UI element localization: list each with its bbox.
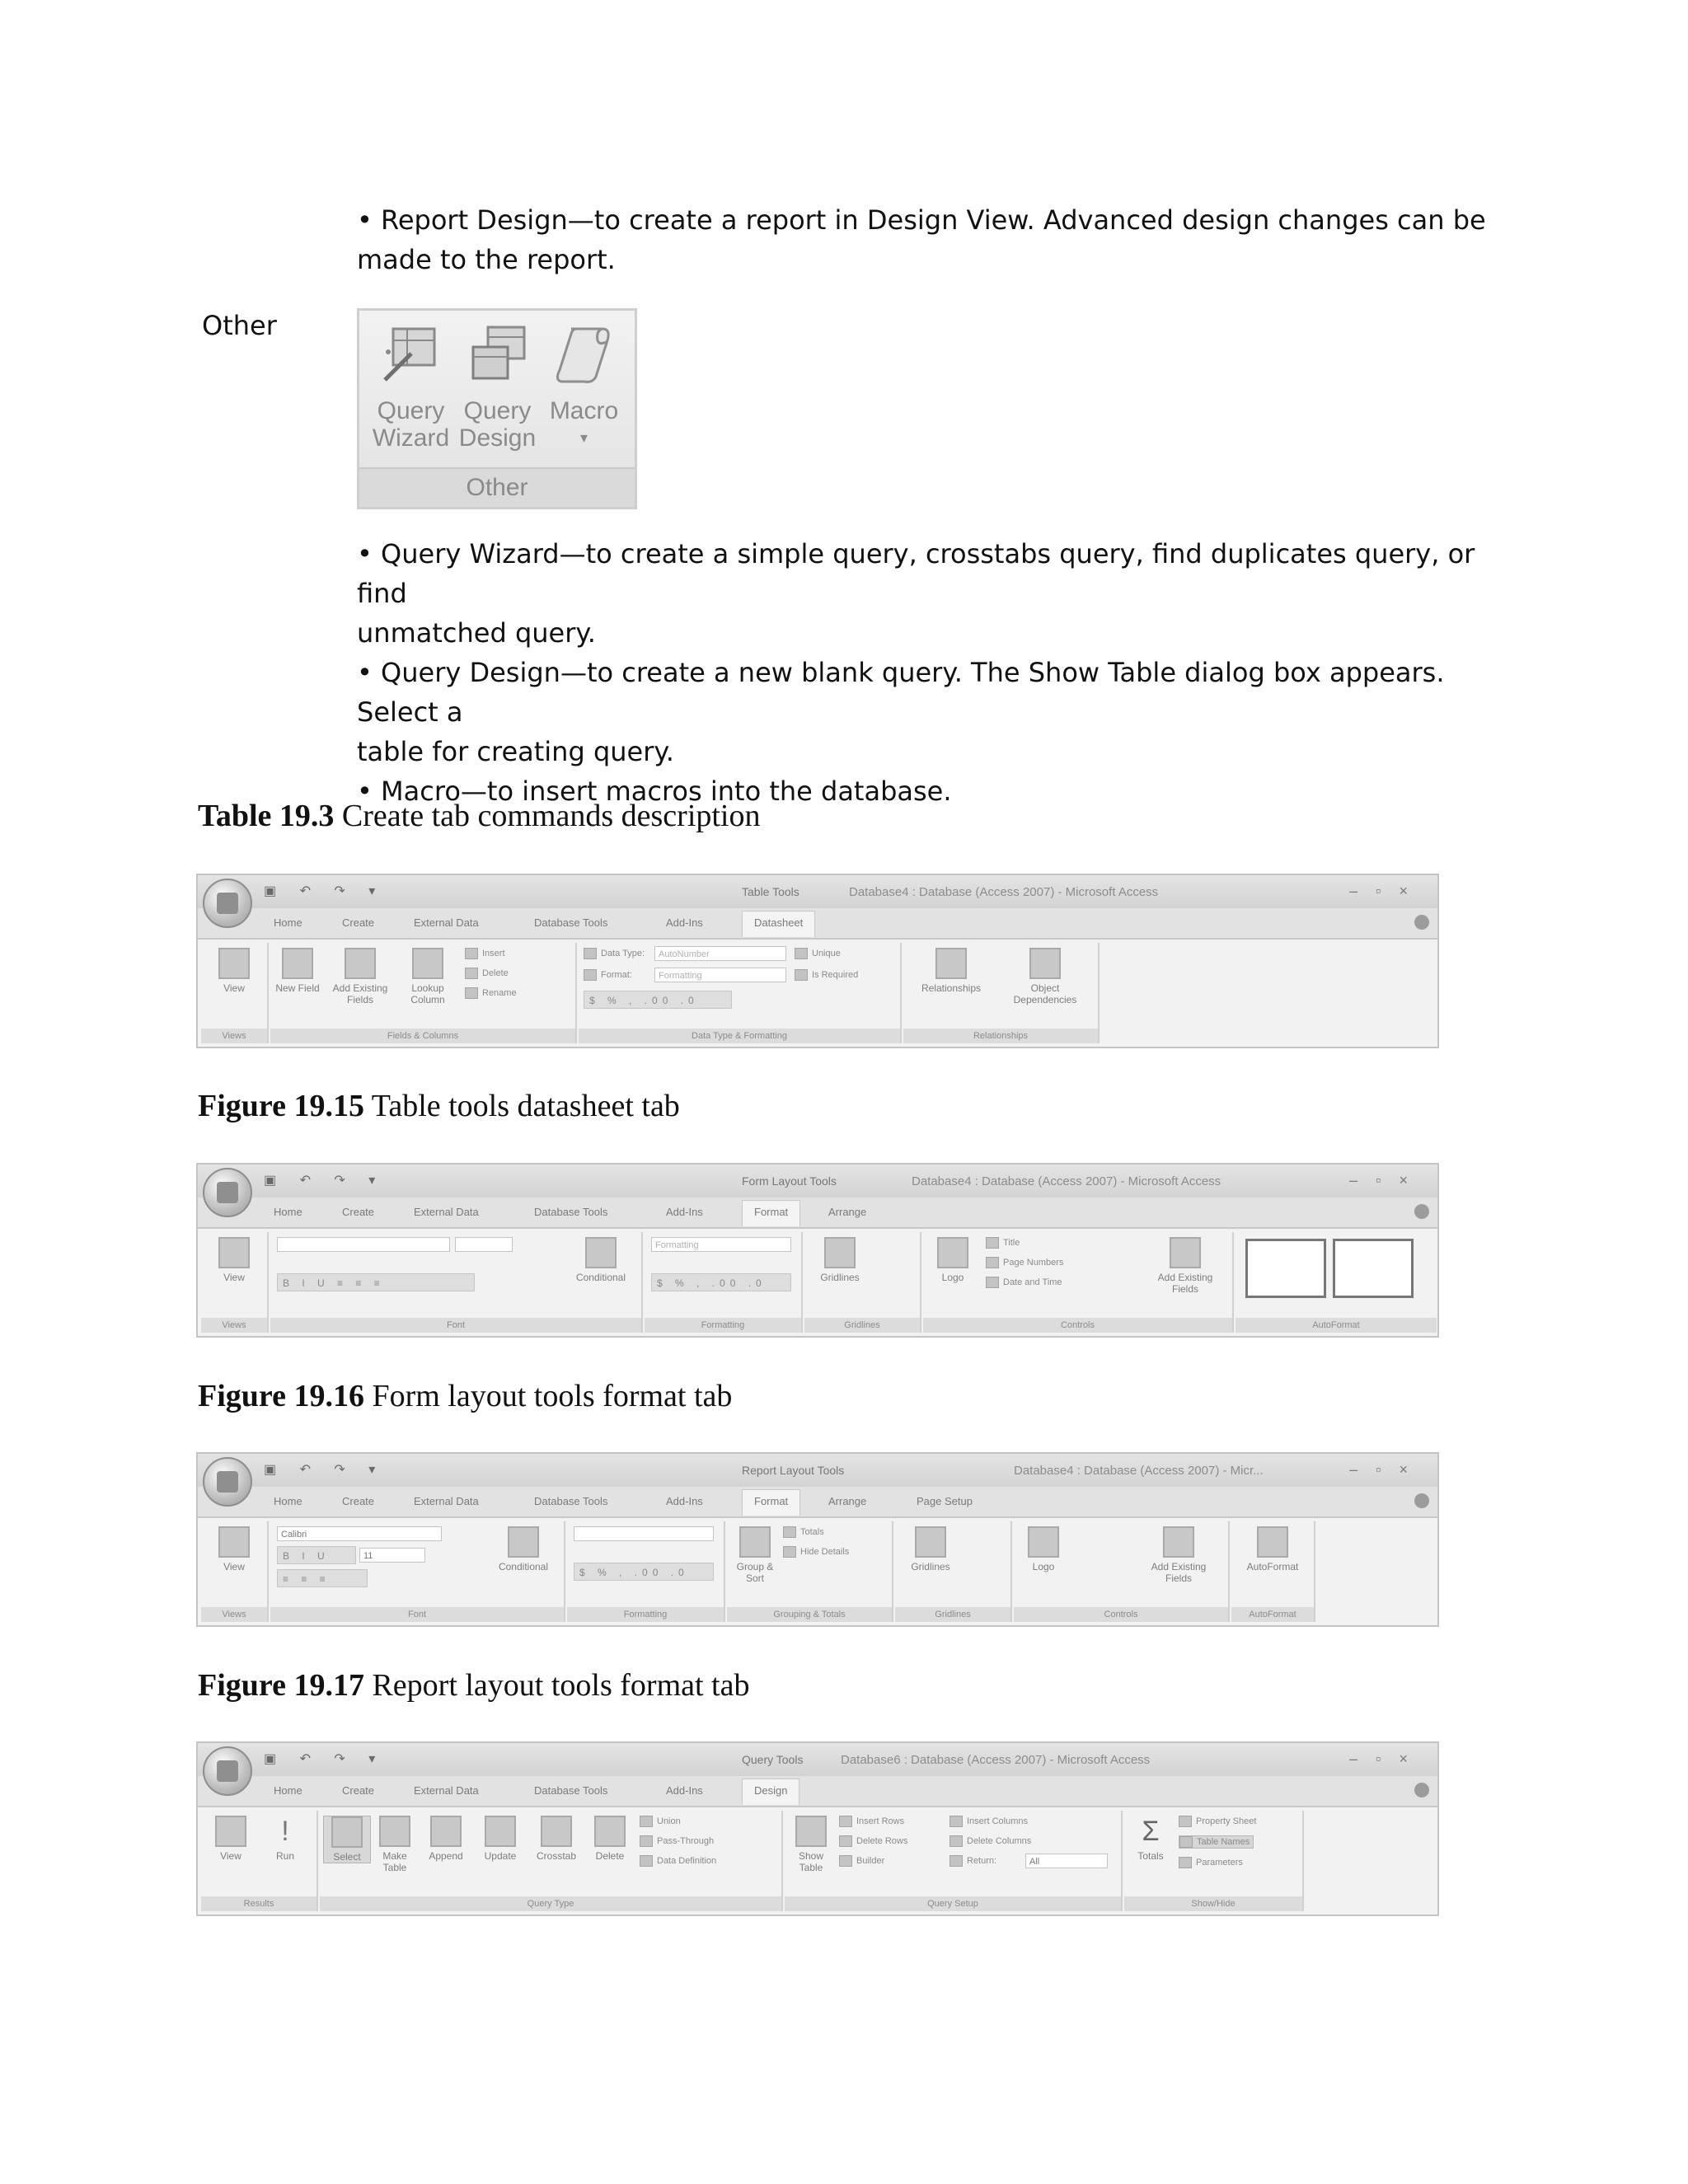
pass-through-button[interactable]: Pass-Through	[640, 1835, 714, 1847]
return-label: Return:	[950, 1855, 996, 1867]
macro-scroll-icon	[551, 322, 617, 388]
query-wizard-line-1: Query	[377, 397, 445, 424]
macro-dropdown-icon: ▾	[579, 429, 588, 446]
context-label: Query Tools	[742, 1753, 804, 1766]
format-select[interactable]: Formatting	[654, 968, 786, 982]
title-bar	[198, 1454, 1437, 1487]
view-button[interactable]: View	[209, 1526, 259, 1572]
office-button[interactable]	[203, 1457, 252, 1507]
view-button[interactable]: View	[206, 1816, 256, 1862]
ribbon-tabs	[198, 908, 1437, 940]
quick-access-toolbar[interactable]: ▣ ↶ ↷ ▾	[264, 1174, 386, 1188]
tab-arrange[interactable]: Arrange	[828, 1495, 867, 1507]
delete-column-button[interactable]: Delete	[465, 968, 509, 979]
group-query-setup: Show Table Insert Rows Delete Rows Builder Insert Columns Delete Columns Return: All Query Setup	[785, 1811, 1123, 1911]
query-design-line-2: Design	[458, 424, 537, 452]
view-icon	[215, 1816, 246, 1847]
ribbon-tabs	[198, 1776, 1437, 1807]
delete-columns-button[interactable]: Delete Columns	[950, 1835, 1031, 1847]
group-data-type-formatting: Data Type: AutoNumber Format: Formatting $ % , .00 .0 Unique Is Required Data Type & Formatting	[579, 943, 902, 1043]
query-design-line-1: Query	[463, 397, 532, 424]
report-design-line-1: • Report Design—to create a report in Design View. Advanced design changes can be	[357, 204, 1486, 236]
query-design-button	[454, 322, 541, 452]
group-relationships: Relationships Object Dependencies Relationships	[903, 943, 1100, 1043]
formatting-select[interactable]: Formatting	[651, 1237, 791, 1252]
office-logo-icon	[217, 1182, 238, 1203]
crosstab-button[interactable]: Crosstab	[529, 1816, 584, 1862]
object-dependencies-icon	[1029, 948, 1061, 979]
totals-button[interactable]: Σ Totals	[1128, 1816, 1174, 1862]
group-show-hide: Σ Totals Property Sheet Table Names Parameters Show/Hide	[1124, 1811, 1304, 1911]
autoformat-style-1[interactable]	[1245, 1239, 1326, 1298]
group-controls: Logo Title Page Numbers Date and Time Add Existing Fields Controls	[923, 1232, 1234, 1333]
other-ribbon-group	[357, 308, 637, 509]
tab-database-tools[interactable]: Database Tools	[534, 1784, 608, 1797]
figure-19-15-caption: Figure 19.15 Table tools datasheet tab	[198, 1089, 680, 1123]
tab-arrange[interactable]: Arrange	[828, 1206, 867, 1218]
tab-database-tools[interactable]: Database Tools	[534, 916, 608, 929]
font-style-buttons[interactable]: B I U	[277, 1546, 356, 1564]
property-sheet-button[interactable]: Property Sheet	[1179, 1816, 1256, 1827]
logo-icon	[1028, 1526, 1059, 1558]
group-fields-columns: New Field Add Existing Fields Lookup Column Insert Delete Rename Fields & Columns	[270, 943, 577, 1043]
macro-button	[541, 322, 627, 452]
window-title: Database6 : Database (Access 2007) - Microsoft Access	[841, 1753, 1151, 1767]
insert-columns-button[interactable]: Insert Columns	[950, 1816, 1028, 1827]
title-bar	[198, 875, 1437, 908]
figure-19-17-caption: Figure 19.17 Report layout tools format tab	[198, 1668, 750, 1703]
formatting-select[interactable]	[574, 1526, 714, 1541]
tab-datasheet[interactable]: Datasheet	[742, 911, 815, 937]
make-table-button[interactable]: Make Table	[373, 1816, 417, 1873]
office-button[interactable]	[203, 879, 252, 928]
window-title: Database4 : Database (Access 2007) - Microsoft Access	[849, 885, 1159, 899]
help-icon[interactable]	[1414, 1493, 1429, 1508]
gridlines-icon	[824, 1237, 856, 1268]
macro-line-1: Macro	[549, 397, 619, 424]
window-controls[interactable]: –▫×	[1349, 883, 1426, 899]
tab-home[interactable]: Home	[274, 916, 302, 929]
query-wizard-bullet-1: • Query Wizard—to create a simple query, crosstabs query, find duplicates query, or find	[357, 538, 1475, 609]
tab-create[interactable]: Create	[342, 1206, 375, 1218]
add-existing-fields-button[interactable]: Add Existing Fields	[1144, 1237, 1226, 1295]
quick-access-toolbar[interactable]: ▣ ↶ ↷ ▾	[264, 884, 386, 898]
context-label: Report Layout Tools	[742, 1464, 845, 1477]
logo-button[interactable]: Logo	[1020, 1526, 1067, 1572]
tab-create[interactable]: Create	[342, 1495, 375, 1507]
crosstab-icon	[541, 1816, 572, 1847]
autoformat-button[interactable]: AutoFormat	[1240, 1526, 1306, 1572]
window-controls[interactable]: –▫×	[1349, 1172, 1426, 1188]
group-controls: Logo Add Existing Fields Controls	[1014, 1521, 1230, 1622]
quick-access-toolbar[interactable]: ▣ ↶ ↷ ▾	[264, 1463, 386, 1477]
tab-external-data[interactable]: External Data	[414, 1495, 479, 1507]
help-icon[interactable]	[1414, 1783, 1429, 1797]
select-query-icon	[331, 1816, 363, 1848]
view-icon	[218, 1526, 250, 1558]
tab-format[interactable]: Format	[742, 1489, 800, 1516]
select-query-button[interactable]: Select	[323, 1816, 371, 1863]
title-bar	[198, 1743, 1437, 1776]
hide-details-button[interactable]: Hide Details	[783, 1546, 849, 1558]
group-autoformat: AutoFormat	[1236, 1232, 1437, 1333]
form-layout-ribbon	[196, 1163, 1439, 1338]
tab-create[interactable]: Create	[342, 1784, 375, 1797]
tab-add-ins[interactable]: Add-Ins	[666, 1495, 703, 1507]
group-formatting: Formatting $ % , .00 .0 Formatting	[645, 1232, 803, 1333]
parameters-button[interactable]: Parameters	[1179, 1857, 1243, 1868]
autoformat-icon	[1257, 1526, 1288, 1558]
font-size-select[interactable]: 11	[359, 1548, 425, 1563]
table-names-button[interactable]: Table Names	[1179, 1835, 1254, 1849]
tab-database-tools[interactable]: Database Tools	[534, 1495, 608, 1507]
conditional-button[interactable]: Conditional	[567, 1237, 635, 1283]
delete-query-icon	[594, 1816, 626, 1847]
insert-rows-button[interactable]: Insert Rows	[839, 1816, 904, 1827]
add-existing-fields-icon	[345, 948, 376, 979]
group-sort-button[interactable]: Group & Sort	[732, 1526, 778, 1584]
gridlines-button[interactable]: Gridlines	[902, 1526, 959, 1572]
view-icon	[218, 948, 250, 979]
group-font: Calibri B I U 11 ≡ ≡ ≡ Conditional Font	[270, 1521, 565, 1622]
update-icon	[485, 1816, 516, 1847]
query-design-bullet-2: table for creating query.	[357, 736, 674, 767]
relationships-icon	[935, 948, 967, 979]
unique-checkbox[interactable]: Unique	[795, 948, 841, 959]
office-logo-icon	[217, 893, 238, 914]
ribbon-tabs	[198, 1197, 1437, 1229]
currency-format-buttons[interactable]: $ % , .00 .0	[584, 991, 732, 1009]
tab-page-setup[interactable]: Page Setup	[917, 1495, 973, 1507]
view-icon	[218, 1237, 250, 1268]
query-design-bullet-1: • Query Design—to create a new blank query. The Show Table dialog box appears. Select a	[357, 657, 1445, 728]
ribbon-tabs	[198, 1487, 1437, 1518]
quick-access-toolbar[interactable]: ▣ ↶ ↷ ▾	[264, 1752, 386, 1766]
group-views: View Views	[201, 1521, 269, 1622]
rename-column-button[interactable]: Rename	[465, 987, 517, 999]
currency-format-buttons[interactable]: $ % , .00 .0	[651, 1273, 791, 1291]
title-button[interactable]: Title	[986, 1237, 1020, 1249]
macro-bullet: • Macro—to insert macros into the database.	[357, 776, 952, 807]
query-design-ribbon	[196, 1741, 1439, 1916]
report-design-bullet	[357, 200, 1494, 279]
insert-column-button[interactable]: Insert	[465, 948, 505, 959]
figure-19-16-caption: Figure 19.16 Form layout tools format tab	[198, 1379, 733, 1413]
table-19-3-caption: Table 19.3 Create tab commands description	[198, 799, 761, 833]
show-table-button[interactable]: Show Table	[788, 1816, 834, 1873]
tab-home[interactable]: Home	[274, 1784, 302, 1797]
lookup-column-button[interactable]: Lookup Column	[401, 948, 455, 1005]
currency-format-buttons[interactable]: $ % , .00 .0	[574, 1563, 714, 1581]
run-button[interactable]: ! Run	[260, 1816, 310, 1862]
window-title: Database4 : Database (Access 2007) - Microsoft Access	[912, 1174, 1221, 1188]
add-existing-fields-icon	[1163, 1526, 1194, 1558]
show-table-icon	[795, 1816, 827, 1847]
view-button[interactable]: View	[209, 948, 259, 994]
make-table-icon	[379, 1816, 410, 1847]
page-numbers-button[interactable]: Page Numbers	[986, 1257, 1063, 1268]
gridlines-icon	[915, 1526, 946, 1558]
return-select[interactable]: All	[1025, 1854, 1108, 1868]
other-group-label: Other	[359, 467, 635, 507]
append-button[interactable]: Append	[420, 1816, 471, 1862]
office-logo-icon	[217, 1471, 238, 1493]
append-icon	[430, 1816, 462, 1847]
window-controls[interactable]: –▫×	[1349, 1461, 1426, 1478]
delete-query-button[interactable]: Delete	[587, 1816, 633, 1862]
sigma-icon: Σ	[1142, 1816, 1160, 1847]
conditional-icon	[585, 1237, 617, 1268]
help-icon[interactable]	[1414, 1204, 1429, 1219]
other-bullets	[357, 534, 1494, 811]
data-type-label: Data Type:	[584, 948, 645, 959]
alignment-buttons[interactable]: ≡ ≡ ≡	[277, 1569, 368, 1587]
format-label: Format:	[584, 969, 632, 981]
group-query-type: Select Make Table Append Update Crosstab Delete Union Pass-Through Data Definition Query Type	[320, 1811, 783, 1911]
conditional-button[interactable]: Conditional	[490, 1526, 557, 1572]
run-icon: !	[281, 1816, 289, 1847]
group-views: View Views	[201, 943, 269, 1043]
new-field-icon	[282, 948, 313, 979]
tab-external-data[interactable]: External Data	[414, 1206, 479, 1218]
tab-format[interactable]: Format	[742, 1200, 800, 1226]
lookup-column-icon	[412, 948, 443, 979]
add-existing-fields-icon	[1170, 1237, 1201, 1268]
tab-home[interactable]: Home	[274, 1206, 302, 1218]
query-wizard-bullet-2: unmatched query.	[357, 617, 596, 649]
query-wizard-button	[368, 322, 454, 452]
autoformat-style-2[interactable]	[1333, 1239, 1414, 1298]
date-time-button[interactable]: Date and Time	[986, 1277, 1062, 1288]
relationships-button[interactable]: Relationships	[910, 948, 992, 994]
query-wizard-icon	[378, 322, 444, 388]
tab-add-ins[interactable]: Add-Ins	[666, 916, 703, 929]
data-definition-button[interactable]: Data Definition	[640, 1855, 716, 1867]
view-button[interactable]: View	[209, 1237, 259, 1283]
conditional-icon	[508, 1526, 539, 1558]
report-layout-ribbon	[196, 1452, 1439, 1627]
query-wizard-line-2: Wizard	[372, 424, 450, 452]
tab-external-data[interactable]: External Data	[414, 916, 479, 929]
update-button[interactable]: Update	[475, 1816, 526, 1862]
logo-button[interactable]: Logo	[930, 1237, 976, 1283]
report-design-line-2: made to the report.	[357, 244, 616, 275]
builder-button[interactable]: Builder	[839, 1855, 884, 1867]
tab-database-tools[interactable]: Database Tools	[534, 1206, 608, 1218]
delete-rows-button[interactable]: Delete Rows	[839, 1835, 907, 1847]
window-controls[interactable]: –▫×	[1349, 1750, 1426, 1767]
font-name-select[interactable]: Calibri	[277, 1526, 442, 1541]
group-gridlines: Gridlines Gridlines	[895, 1521, 1012, 1622]
new-field-button[interactable]: New Field	[275, 948, 320, 994]
object-dependencies-button[interactable]: Object Dependencies	[999, 948, 1091, 1005]
add-existing-fields-button[interactable]: Add Existing Fields	[1137, 1526, 1220, 1584]
union-button[interactable]: Union	[640, 1816, 681, 1827]
gridlines-button[interactable]: Gridlines	[811, 1237, 869, 1283]
logo-icon	[937, 1237, 968, 1268]
office-button[interactable]	[203, 1168, 252, 1217]
tab-create[interactable]: Create	[342, 916, 375, 929]
tab-external-data[interactable]: External Data	[414, 1784, 479, 1797]
group-gridlines: Gridlines Gridlines	[804, 1232, 921, 1333]
tab-add-ins[interactable]: Add-Ins	[666, 1784, 703, 1797]
tab-design[interactable]: Design	[742, 1779, 799, 1805]
context-label: Form Layout Tools	[742, 1174, 837, 1188]
tab-home[interactable]: Home	[274, 1495, 302, 1507]
help-icon[interactable]	[1414, 915, 1429, 930]
font-size-select[interactable]	[455, 1237, 513, 1252]
datasheet-ribbon	[196, 874, 1439, 1048]
group-views: View Views	[201, 1232, 269, 1333]
context-label: Table Tools	[742, 885, 799, 898]
group-autoformat: AutoFormat AutoFormat	[1231, 1521, 1315, 1622]
is-required-checkbox[interactable]: Is Required	[795, 969, 858, 981]
window-title: Database4 : Database (Access 2007) - Micr...	[1014, 1464, 1264, 1478]
group-grouping-totals: Group & Sort Totals Hide Details Grouping & Totals	[727, 1521, 893, 1622]
group-formatting: $ % , .00 .0 Formatting	[567, 1521, 725, 1622]
group-font: B I U ≡ ≡ ≡ Conditional Font	[270, 1232, 643, 1333]
office-button[interactable]	[203, 1746, 252, 1796]
query-design-icon	[465, 322, 531, 388]
other-row-label: Other	[202, 310, 277, 341]
add-existing-fields-button[interactable]: Add Existing Fields	[323, 948, 397, 1005]
office-logo-icon	[217, 1760, 238, 1782]
data-type-select[interactable]: AutoNumber	[654, 946, 786, 961]
totals-button[interactable]: Totals	[783, 1526, 824, 1538]
font-style-buttons[interactable]: B I U ≡ ≡ ≡	[277, 1273, 475, 1291]
group-results: View ! Run Results	[201, 1811, 318, 1911]
title-bar	[198, 1165, 1437, 1197]
font-name-select[interactable]	[277, 1237, 450, 1252]
tab-add-ins[interactable]: Add-Ins	[666, 1206, 703, 1218]
group-sort-icon	[739, 1526, 771, 1558]
